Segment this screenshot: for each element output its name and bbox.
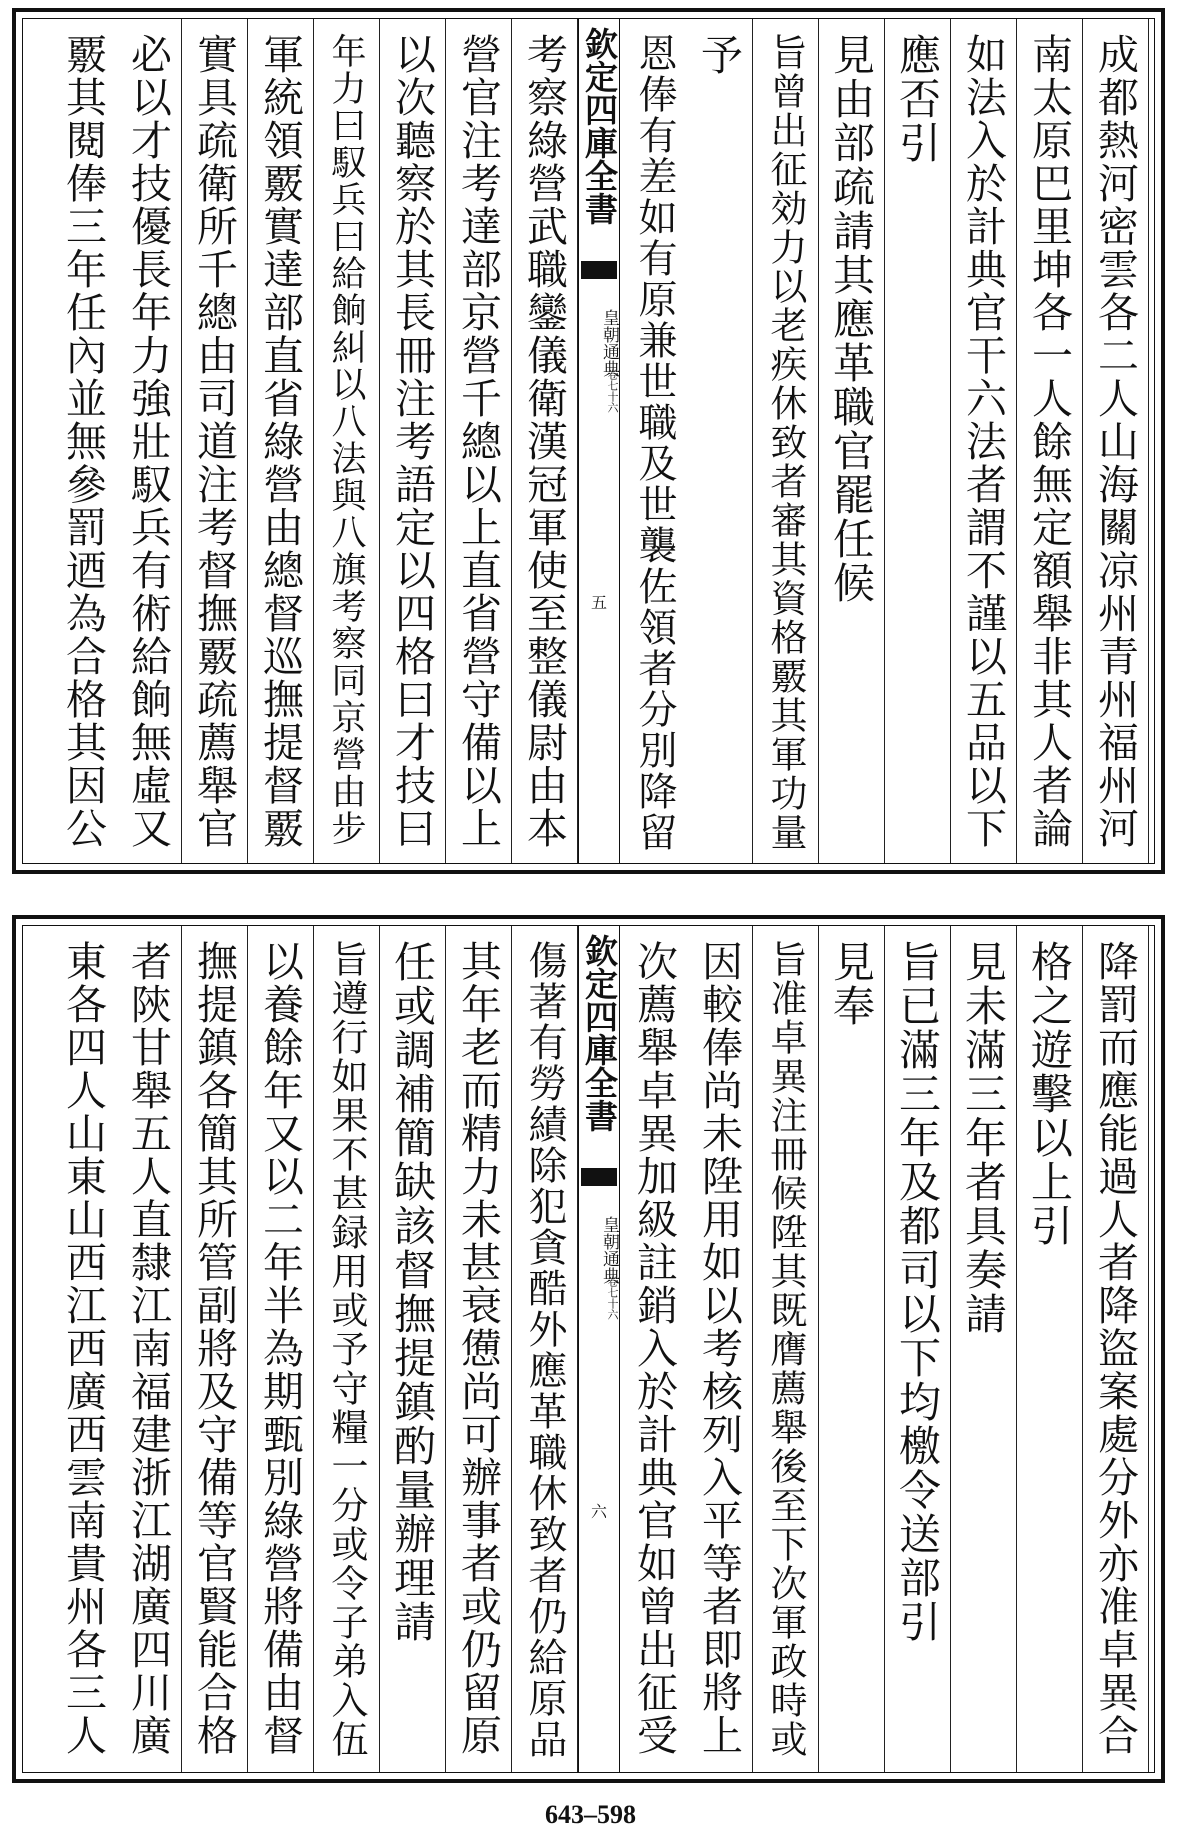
text-column bbox=[116, 19, 182, 863]
column-text: 見未滿三年者具奏請 bbox=[959, 940, 1008, 1336]
column-text: 旨准卓異注冊候陞其既膺薦舉後至下次軍政時或 bbox=[764, 940, 807, 1759]
text-column bbox=[819, 926, 885, 1772]
column-text: 者陝甘舉五人直隸江南福建浙江湖廣四川廣 bbox=[124, 940, 172, 1757]
top-page bbox=[12, 8, 1165, 874]
top-volume: 卷七十六 bbox=[606, 369, 619, 413]
top-book-title: 欽定四庫全書 bbox=[580, 27, 619, 225]
text-column bbox=[819, 19, 885, 863]
text-column bbox=[687, 19, 753, 863]
text-column bbox=[512, 926, 578, 1772]
column-text: 恩俸有差如有原兼世職及世襲佐領者分別降留 bbox=[632, 33, 677, 853]
text-column bbox=[50, 19, 116, 863]
fishtail-mark-icon bbox=[581, 1168, 617, 1198]
column-text: 軍統領覈實達部直省綠營由總督巡撫提督覈 bbox=[256, 33, 304, 850]
text-column bbox=[1017, 926, 1083, 1772]
column-text: 旨遵行如果不甚録用或予守糧一分或令子弟入伍 bbox=[325, 940, 368, 1759]
text-column bbox=[1083, 926, 1149, 1772]
text-column bbox=[512, 19, 578, 863]
text-column bbox=[885, 926, 951, 1772]
top-leaf-number: 五 bbox=[590, 593, 607, 612]
text-column bbox=[248, 926, 314, 1772]
bottom-section-title: 皇朝通典 bbox=[599, 1216, 619, 1284]
column-text: 應否引 bbox=[893, 33, 942, 165]
text-column bbox=[248, 19, 314, 863]
column-text: 見由部疏請其應革職官罷任候 bbox=[827, 33, 876, 605]
text-column bbox=[753, 19, 819, 863]
fishtail-mark-icon bbox=[581, 261, 617, 291]
text-column bbox=[50, 926, 116, 1772]
column-text: 因較俸尚未陞用如以考核列入平等者即將上 bbox=[695, 940, 743, 1757]
column-text: 旨曾出征効力以老疾休致者審其資格覈其軍功量 bbox=[764, 33, 807, 852]
bottom-book-title: 欽定四庫全書 bbox=[580, 934, 619, 1132]
column-text: 覈其閱俸三年任內並無參罰迺為合格其因公 bbox=[59, 33, 107, 850]
column-text: 必以才技優長年力強壯馭兵有術給餉無虛又 bbox=[124, 33, 172, 850]
text-column bbox=[753, 926, 819, 1772]
column-text: 成都熱河密雲各二人山海關凉州青州福州河 bbox=[1091, 33, 1139, 850]
column-text: 考察綠營武職鑾儀衛漢冠軍使至整儀尉由本 bbox=[520, 33, 568, 850]
text-column bbox=[380, 926, 446, 1772]
text-column bbox=[380, 19, 446, 863]
text-column bbox=[1083, 19, 1149, 863]
text-column bbox=[951, 19, 1017, 863]
text-column bbox=[446, 19, 512, 863]
text-column bbox=[687, 926, 753, 1772]
column-text: 實具疏衛所千總由司道注考督撫覈疏薦舉官 bbox=[190, 33, 238, 850]
page-number: 643–598 bbox=[545, 1800, 636, 1829]
bottom-leaf-number: 六 bbox=[590, 1502, 607, 1521]
text-column bbox=[1017, 19, 1083, 863]
column-text: 以養餘年又以二年半為期甄別綠營將備由督 bbox=[256, 940, 304, 1757]
column-text: 以次聽察於其長冊注考語定以四格曰才技曰 bbox=[388, 33, 436, 850]
bottom-page bbox=[12, 915, 1165, 1783]
column-text: 南太原巴里坤各一人餘無定額舉非其人者論 bbox=[1025, 33, 1073, 850]
column-text: 營官注考達部京營千總以上直省營守備以上 bbox=[454, 33, 502, 850]
column-text: 年力曰馭兵曰給餉糾以八法與八旗考察同京營由步 bbox=[326, 33, 366, 847]
column-text: 東各四人山東山西江西廣西雲南貴州各三人 bbox=[59, 940, 107, 1757]
top-gutter bbox=[578, 19, 620, 863]
top-section-title: 皇朝通典 bbox=[599, 309, 619, 377]
column-text: 撫提鎮各簡其所管副將及守備等官賢能合格 bbox=[190, 940, 238, 1757]
column-text: 見奉 bbox=[827, 940, 876, 1028]
text-column bbox=[314, 19, 380, 863]
column-text: 如法入於計典官干六法者謂不謹以五品以下 bbox=[959, 33, 1007, 850]
top-page-frame bbox=[22, 18, 1155, 864]
bottom-gutter bbox=[578, 926, 620, 1772]
text-column bbox=[621, 19, 687, 863]
text-column bbox=[182, 19, 248, 863]
column-text: 予 bbox=[695, 33, 744, 77]
column-text: 旨已滿三年及都司以下均檄令送部引 bbox=[893, 940, 942, 1644]
text-column bbox=[951, 926, 1017, 1772]
text-column bbox=[621, 926, 687, 1772]
column-text: 其年老而精力未甚衰憊尚可辦事者或仍留原 bbox=[454, 940, 502, 1757]
column-text: 傷著有勞績除犯貪酷外應革職休致者仍給原品 bbox=[522, 940, 567, 1760]
bottom-volume: 卷七十六 bbox=[606, 1276, 619, 1320]
column-text: 次薦舉卓異加級註銷入於計典官如曾出征受 bbox=[630, 940, 678, 1757]
text-column bbox=[885, 19, 951, 863]
text-column bbox=[314, 926, 380, 1772]
column-text: 降罰而應能過人者降盜案處分外亦准卓異合 bbox=[1091, 940, 1139, 1757]
text-column bbox=[182, 926, 248, 1772]
bottom-page-frame bbox=[22, 925, 1155, 1773]
text-column bbox=[116, 926, 182, 1772]
column-text: 格之遊擊以上引 bbox=[1025, 940, 1074, 1248]
column-text: 任或調補簡缺該督撫提鎮酌量辦理請 bbox=[388, 940, 437, 1644]
text-column bbox=[446, 926, 512, 1772]
